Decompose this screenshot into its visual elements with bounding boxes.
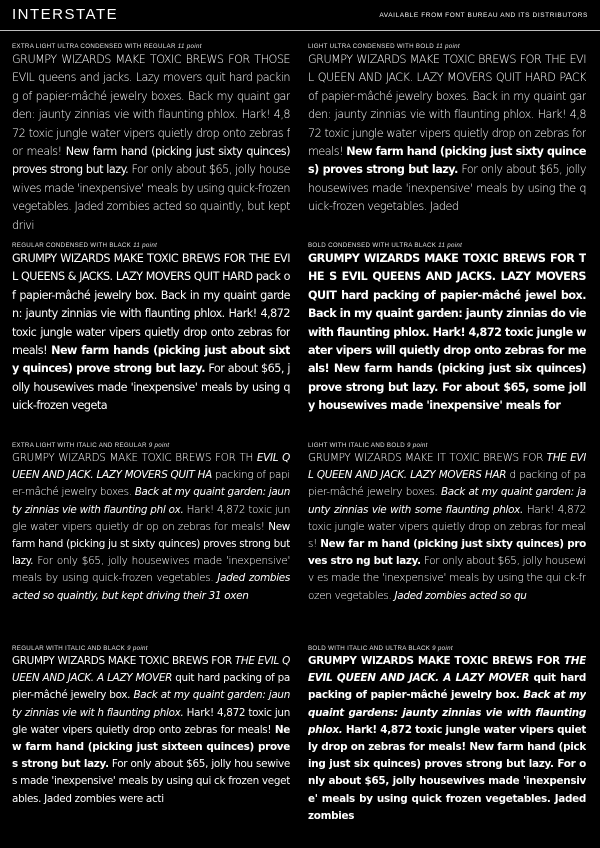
specimen-run: GRUMPY WIZARDS MAKE TOXIC BREWS FOR THE EVIL QUEEN AND JACK. LAZY MOVERS QUIT HARD PACK of papier-mâché jewelry boxes. Back in my quaint garden: jaunty zinnias vie with flaunting phlox. Hark! 4,872 toxic jungle water vipers quietly drop on zebras for meals! [308,53,586,159]
caption-point-size: 9 point [406,442,428,449]
caption-label: REGULAR CONDENSED WITH BLACK [12,242,134,249]
specimen-run: For only about $65, jolly hou sewives made 'inexpensive' meals by using qui ck frozen vegetables. Jaded zombies were acti [12,758,290,805]
specimen-run: THE EVIL QUEEN AND JACK. A LAZY MOVER [308,655,586,685]
specimen-extra-light-ultra-condensed [12,42,290,242]
caption-label: EXTRA LIGHT ULTRA CONDENSED WITH REGULAR [12,43,178,50]
specimen-run: Back at my quaint garden: jaunty zinnias vie wit h flaunting phlox. [12,689,290,719]
distributor-note: AVAILABLE FROM FONT BUREAU AND ITS DISTRIBUTORS [379,12,588,19]
specimen-run: New farm hands (picking just six quinces) prove strong but lazy. [308,362,586,394]
caption-label: LIGHT ULTRA CONDENSED WITH BOLD [308,43,436,50]
specimen-light-italic [308,441,586,641]
specimen-run: New farm hand (picking ju st sixty quinces) proves strong but lazy. [12,520,290,568]
specimen-text [308,250,586,434]
specimen-run: GRUMPY WIZARDS MAKE TOXIC BREWS FOR THOSE EVIL [12,53,290,85]
caption-label: BOLD CONDENSED WITH ULTRA BLACK [308,242,439,249]
specimen-bold-italic [308,644,586,844]
specimen-caption [308,42,586,51]
caption-point-size: 9 point [127,645,148,652]
specimen-run: Hark! 4,872 toxic jungle water vipers quietly dr op on zebras for meals! [12,503,290,533]
specimen-bold-condensed [308,241,586,441]
specimen-light-ultra-condensed [308,42,586,242]
specimen-regular-condensed [12,241,290,441]
caption-point-size: 11 point [177,43,202,50]
typeface-title: INTERSTATE [12,6,119,23]
specimen-run: New farm hand (picking just sixty quinces) proves strong but lazy. [12,145,290,177]
specimen-text [12,250,290,434]
caption-label: EXTRA LIGHT WITH ITALIC AND REGULAR [12,442,149,449]
specimen-run: For only $65, jolly housewives made 'inexpensive' meals by using quick-frozen vegetables. [12,555,290,585]
specimen-caption [12,441,290,450]
caption-label: LIGHT WITH ITALIC AND BOLD [308,442,407,449]
specimen-run: Jaded zombies acted so qu [394,589,527,602]
specimen-run: For only about $65, jolly housewiv es made the 'inexpensive' meals by using the qui ck-frozen vegetables. [308,555,586,602]
specimen-caption [308,241,586,250]
specimen-run: GRUMPY WIZARDS MAKE TOXIC BREWS FOR [308,655,565,667]
specimen-run: For about $65, some jolly housewives made 'inexpensive' meals for [308,380,586,413]
specimen-run: New farm hand (picking just six quinces) proves strong but lazy. [308,741,586,771]
specimen-run: GRUMPY WIZARDS MAKE TOXIC BREWS FOR THE EVIL QUEENS & JACKS. LAZY MOVERS QUIT HARD pack of papier-mâché jewelry box. Back in my quaint garden: jaunty zinnias vie with flaunting phlox. Hark! 4,872 toxic jungle water vipers quietly drop onto zebras for meals! [12,252,290,358]
specimen-run: d packing of papier-mâché jewelry boxes. [308,469,586,499]
caption-point-size: 11 point [438,242,463,249]
caption-point-size: 9 point [432,645,453,652]
specimen-caption [12,42,290,51]
specimen-text [308,51,586,235]
specimen-run: Back at my quaint gardens: jaunty zinnias vie with flaunting phlox. [308,689,586,736]
specimen-text [308,653,586,841]
specimen-run: THE EVIL QUEEN AND JACK. A LAZY MOVER [12,655,290,685]
caption-point-size: 11 point [435,43,460,50]
specimen-run: quit hard packing of papier-mâché jewelry box. [308,672,586,702]
specimen-run: For about $65, jolly housewives made 'inexpensive' meals by using quick-frozen vegeta [12,362,290,413]
specimen-run: New farm hands (picking just about sixty quinces) prove strong but lazy. [12,344,290,376]
specimen-run: Back at my quaint garden: jaunty zinnias vie with flaunting phl ox. [12,486,290,516]
specimen-run: GRUMPY WIZARDS MAKE TOXIC BREWS FOR [12,655,235,667]
specimen-run: packing of papier-mâché jewelry boxes. [12,469,290,499]
specimen-run: Hark! 4,872 toxic jungle water vipers quietly drop on zebras for meals! [308,503,586,551]
specimen-run: For only about $65, jolly housewives made 'inexpensive' meals by using quick frozen vegetables. Jaded zombies [308,758,586,822]
specimen-text [12,653,290,841]
specimen-run: GRUMPY WIZARDS MAKE IT TOXIC BREWS FOR [308,452,547,464]
specimen-run: GRUMPY WIZARDS MAKE TOXIC BREWS FOR TH [12,452,257,464]
specimen-text [308,450,586,638]
caption-label: REGULAR WITH ITALIC AND BLACK [12,645,128,652]
specimen-caption [12,241,290,250]
specimen-run: Hark! 4,872 toxic jungle water vipers quietly drop on zebras for meals! [308,723,586,754]
specimen-run: Jaded zombies acted so quaintly, but kept driving their 31 oxen [12,572,290,602]
specimen-caption [308,644,586,653]
specimen-run: New farm hand (picking just sixty quinces) proves strong but lazy. [308,145,586,177]
specimen-run: For only about $65, jolly house wives made 'inexpensive' meals by using quick-frozen vegetables. Jaded zombies acted so quaintly, but kept drivi [12,163,290,232]
specimen-run: queens and jacks. Lazy movers quit hard packing of papier-mâché jewelry boxes. Back my quaint garden: jaunty zinnias vie with flaunting phlox. Hark! 4,872 toxic jungle water vipers quietly drop onto zebras for meals! [12,71,290,159]
specimen-run: THE EVIL QUEEN AND JACK. LAZY MOVERS HAR [308,452,586,482]
caption-point-size: 9 point [148,442,170,449]
specimen-run: Hark! 4,872 toxic jungle water vipers quietly drop onto zebras for meals! [12,706,290,736]
specimen-run: GRUMPY WIZARDS MAKE TOXIC BREWS FOR THE S EVIL QUEENS AND JACKS. LAZY MOVERS QUIT hard packing of papier-mâché jewel box. Back in my quaint garden: jaunty zinnias do vie with flaunting phlox. Hark! 4,872 toxic jungle water vipers will quietly drop onto zebras for meals! [308,252,586,376]
specimen-run: New far m hand (picking just sixty quinces) proves stro ng but lazy. [308,538,586,568]
caption-point-size: 11 point [133,242,158,249]
specimen-regular-italic [12,644,290,844]
specimen-run: EVIL QUEEN AND JACK. LAZY MOVERS QUIT HA [12,452,290,482]
caption-label: BOLD WITH ITALIC AND ULTRA BLACK [308,645,433,652]
specimen-run: quit hard packing of papier-mâché jewelry box. [12,672,290,702]
specimen-text [12,450,290,638]
specimen-caption [12,644,290,653]
specimen-run: Back at my quaint garden: jaunty zinnias vie with some flaunting phlox. [308,486,586,516]
specimen-run: For only about $65, jolly housewives made 'inexpensive' meals by using the quick-frozen vegetables. Jaded [308,163,586,214]
specimen-run: New farm hand (picking just sixteen quinces) prove s strong but lazy. [12,723,290,771]
specimen-caption [308,441,586,450]
specimen-extra-light-italic [12,441,290,641]
page-header [0,0,600,31]
specimen-text [12,51,290,235]
